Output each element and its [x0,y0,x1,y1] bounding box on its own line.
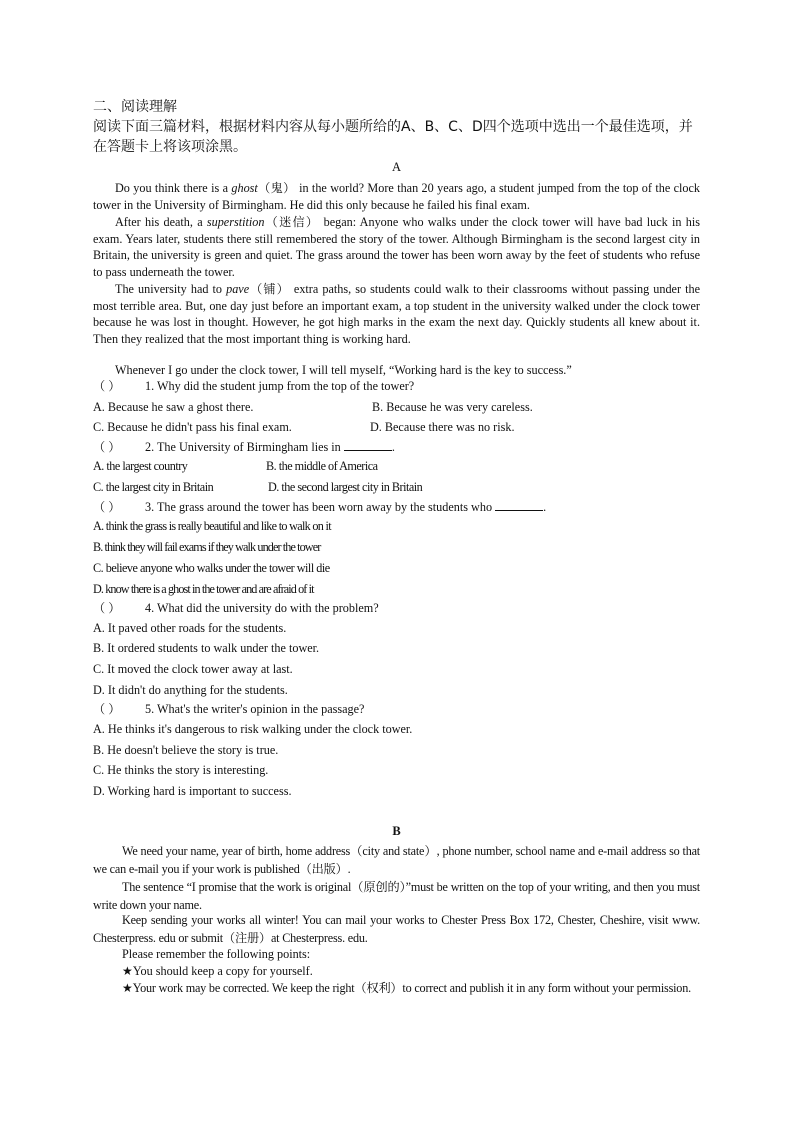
answer-blank-3[interactable]: （ ） [93,500,121,514]
passage-b-point-2: ★Your work may be corrected. We keep the right（权利）to correct and publish it in any form without your permission. [122,981,691,995]
question-3-option-a: A. think the grass is really beautiful and like to walk on it [93,519,331,533]
passage-b-paragraph-1: We need your name, year of birth, home address（city and state）, phone number, school name and e-mail address so that we can e-mail you if your work is published（出版）. [93,844,700,876]
question-5-option-c: C. He thinks the story is interesting. [93,763,269,777]
answer-blank-4[interactable]: （ ） [93,601,121,615]
question-1-option-d: D. Because there was no risk. [370,420,515,434]
question-1: （ ） 1. Why did the student jump from the top of the tower? [93,379,415,393]
passage-b-paragraph-4: Please remember the following points: [122,947,311,961]
question-2-option-a: A. the largest country [93,459,188,473]
question-3-option-c: C. believe anyone who walks under the tower will die [93,561,330,575]
fill-in-blank [495,499,543,511]
question-3-option-b: B. think they will fail exams if they walk under the tower [93,540,321,554]
question-5-option-d: D. Working hard is important to success. [93,784,292,798]
term-superstition: superstition [206,215,265,229]
question-4-option-b: B. It ordered students to walk under the tower. [93,641,320,655]
question-2-option-b: B. the middle of America [266,459,378,473]
passage-b-paragraph-2: The sentence “I promise that the work is original（原创的）”must be written on the top of your writing, and then you must write down your name. [93,880,700,912]
question-1-option-b: B. Because he was very careless. [372,400,533,414]
question-1-option-c: C. Because he didn't pass his final exam. [93,420,292,434]
passage-b-paragraph-3: Keep sending your works all winter! You can mail your works to Chester Press Box 172, Chester, Cheshire, visit www. Chesterpress. edu or submit（注册）at Chesterpress. edu. [93,913,700,945]
question-2-option-d: D. the second largest city in Britain [268,480,423,494]
question-5-option-b: B. He doesn't believe the story is true. [93,743,279,757]
passage-b-point-1: ★You should keep a copy for yourself. [122,964,313,978]
section-heading: 二、阅读理解 [93,99,177,115]
section-instructions: 阅读下面三篇材料，根据材料内容从每小题所给的A、B、C、D四个选项中选出一个最佳选项，并在答题卡上将该项涂黑。 [93,119,693,155]
question-4-option-a: A. It paved other roads for the students. [93,621,287,635]
passage-a-title: A [391,160,402,174]
question-2-option-c: C. the largest city in Britain [93,480,214,494]
answer-blank-5[interactable]: （ ） [93,702,121,716]
answer-blank-2[interactable]: （ ） [93,440,121,454]
question-3: （ ） 3. The grass around the tower has been worn away by the students who . [93,500,547,514]
passage-a-paragraph-1: Do you think there is a ghost（鬼） in the world? More than 20 years ago, a student jumped from the top of the clock tower in the University of Birmingham. He did this only because he failed his final exam. [93,181,700,212]
term-ghost: ghost [231,181,258,195]
question-1-option-a: A. Because he saw a ghost there. [93,400,254,414]
question-5: （ ） 5. What's the writer's opinion in the passage? [93,702,365,716]
fill-in-blank [344,439,392,451]
question-4: （ ） 4. What did the university do with the problem? [93,601,379,615]
passage-a-paragraph-4: Whenever I go under the clock tower, I will tell myself, “Working hard is the key to success.” [115,363,572,377]
passage-b-title: B [392,824,401,838]
term-pave: pave [226,282,250,296]
question-4-option-c: C. It moved the clock tower away at last. [93,662,293,676]
answer-blank-1[interactable]: （ ） [93,379,121,393]
question-4-option-d: D. It didn't do anything for the students. [93,683,288,697]
question-2: （ ） 2. The University of Birmingham lies in . [93,440,395,454]
passage-a-paragraph-2: After his death, a superstition（迷信） began: Anyone who walks under the clock tower will have bad luck in his exam. Years later, students there still remembered the story of the tower. Although Birmingham is the second largest city in Britain, the university is green and quiet. The grass around the tower has been worn away by the feet of students who refuse to pass underneath the tower. [93,215,700,279]
passage-a-paragraph-3: The university had to pave（铺） extra paths, so students could walk to their classrooms without passing under the most terrible area. But, one day just before an important exam, a top student in the university walked under the clock tower because he was lost in thought. However, he got high marks in the exam the next day. Quickly students all knew about it. Then they realized that the most important thing is working hard. [93,282,700,346]
question-5-option-a: A. He thinks it's dangerous to risk walking under the clock tower. [93,722,413,736]
question-3-option-d: D. know there is a ghost in the tower and are afraid of it [93,582,314,596]
